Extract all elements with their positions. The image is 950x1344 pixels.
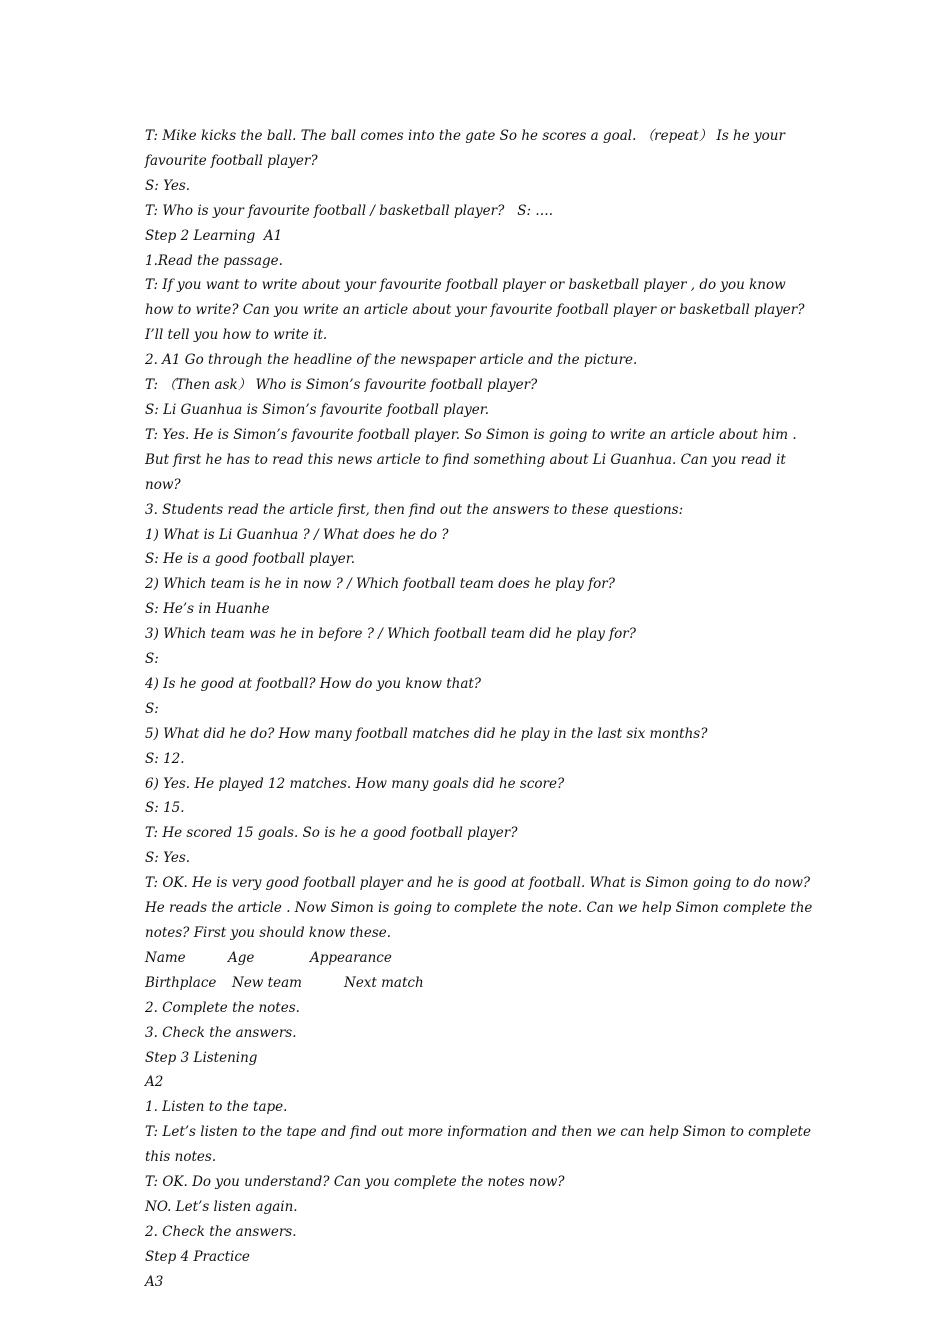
text-line: 2. Check the answers. (145, 1223, 297, 1240)
section-heading: A2 (145, 1074, 164, 1091)
notes-headings-row-1 (145, 946, 815, 971)
question-line: 2) Which team is he in now ? / Which football team does he play for? (145, 576, 615, 593)
text-line: T: OK. He is very good football player and he is good at football. What is Simon going to do now? He reads the article . Now Simon is going to complete the note. Can we help Simon complete the notes? First you should know these. (145, 875, 817, 941)
notes-heading: New team (232, 974, 302, 991)
text-line: T: He scored 15 goals. So is he a good football player? (145, 825, 518, 842)
text-line: 2. Complete the notes. (145, 999, 300, 1016)
question-line: 1) What is Li Guanhua ? / What does he do ? (145, 526, 449, 543)
section-heading: Step 4 Practice (145, 1248, 250, 1265)
text-line: 2. A1 Go through the headline of the newspaper article and the picture. (145, 352, 638, 369)
notes-headings-row-2 (145, 971, 815, 996)
section-heading: Step 2 Learning A1 (145, 227, 283, 244)
text-line: 1. Listen to the tape. (145, 1099, 288, 1116)
text-line: T: Mike kicks the ball. The ball comes into the gate So he scores a goal. （repeat） Is he your favourite football player? (145, 128, 790, 169)
question-line: 5) What did he do? How many football matches did he play in the last six months? (145, 725, 708, 742)
text-line: T: Who is your favourite football / basketball player? S: …. (145, 202, 554, 219)
section-heading: Step 3 Listening (145, 1049, 258, 1066)
section-heading: A3 (145, 1273, 164, 1290)
text-line: T: （Then ask） Who is Simon’s favourite football player? (145, 377, 538, 394)
text-line: 3. Students read the article first, then find out the answers to these questions: (145, 501, 684, 518)
text-line: S: Yes. (145, 177, 191, 194)
answer-line: S: 12. (145, 750, 185, 767)
question-line: 3) Which team was he in before ? / Which football team did he play for? (145, 626, 636, 643)
answer-line: S: (145, 651, 159, 668)
notes-heading: Birthplace (145, 974, 217, 991)
question-line: 6) Yes. He played 12 matches. How many goals did he score? (145, 775, 565, 792)
answer-line: S: Yes. (145, 850, 191, 867)
question-line: 4) Is he good at football? How do you know that? (145, 675, 482, 692)
text-line: T: OK. Do you understand? Can you complete the notes now? (145, 1174, 565, 1191)
text-line: T: If you want to write about your favourite football player or basketball player , do you know how to write? Can you write an article about your favourite football player or basketball player? I’ll tell you how to write it. (145, 277, 809, 344)
text-line: S: Li Guanhua is Simon’s favourite football player. (145, 401, 489, 418)
text-line: T: Let’s listen to the tape and find out more information and then we can help Simon to complete this notes. (145, 1124, 816, 1166)
answer-line: S: (145, 700, 159, 717)
notes-heading: Age (228, 949, 255, 966)
answer-line: S: 15. (145, 800, 185, 817)
notes-heading: Name (145, 949, 186, 966)
text-line: NO. Let’s listen again. (145, 1198, 298, 1215)
document-body (145, 124, 815, 1295)
text-line: 3. Check the answers. (145, 1024, 297, 1041)
notes-heading: Appearance (310, 949, 392, 966)
text-line: T: Yes. He is Simon’s favourite football player. So Simon is going to write an article about him . But first he has to read this news article to find something about Li Guanhua. Can you read it now? (145, 426, 801, 493)
text-line: 1.Read the passage. (145, 252, 283, 269)
notes-heading: Next match (344, 974, 424, 991)
answer-line: S: He is a good football player. (145, 551, 356, 568)
answer-line: S: He’s in Huanhe (145, 601, 270, 618)
